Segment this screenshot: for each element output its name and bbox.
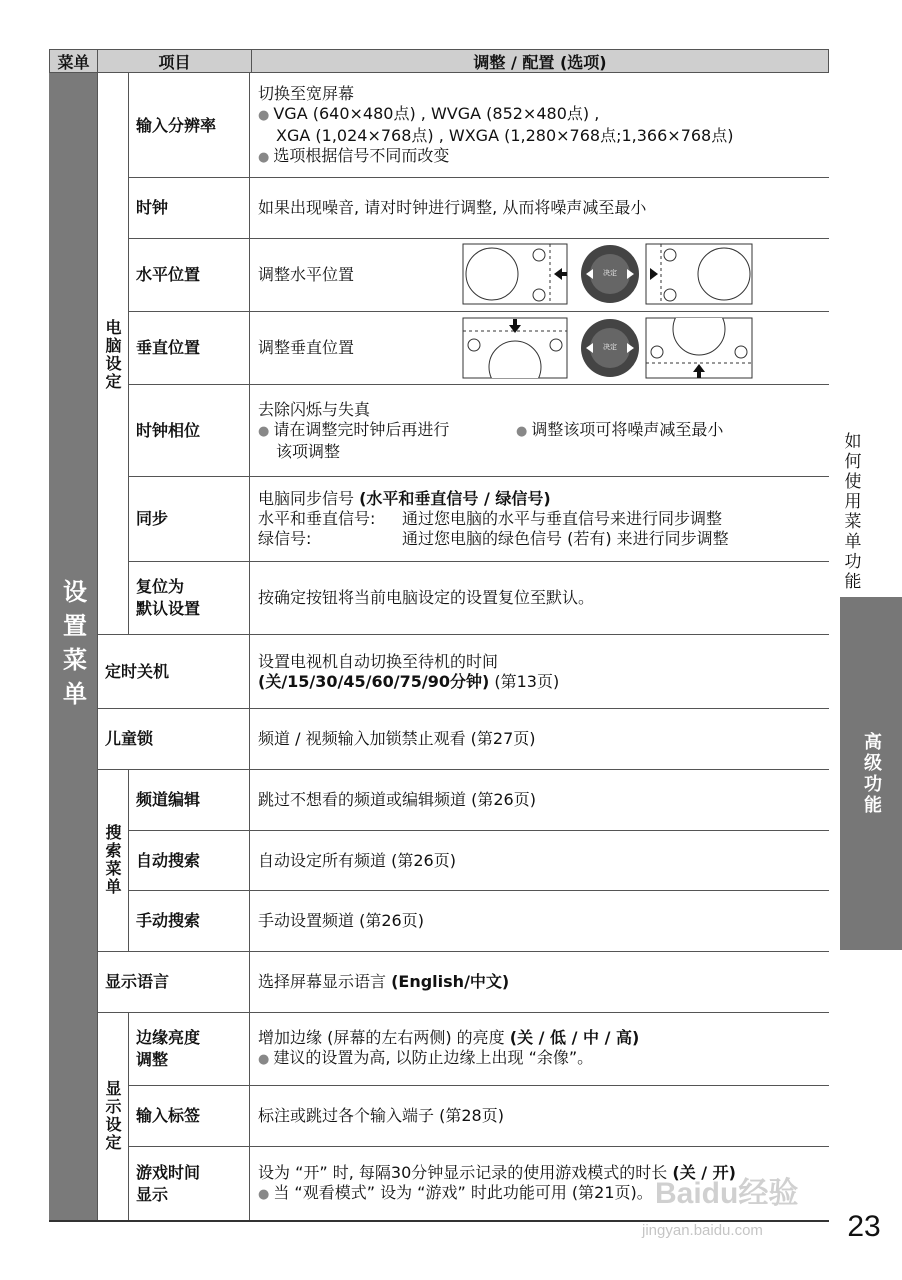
vpos-line1: 调整垂直位置 bbox=[258, 338, 355, 357]
sync-line3b: 通过您电脑的绿色信号 (若有) 来进行同步调整 bbox=[402, 529, 729, 548]
item-gametime bbox=[129, 1147, 249, 1220]
timer-line1: 设置电视机自动切换至待机的时间 bbox=[258, 651, 499, 671]
group-pc-label: 电脑设定 bbox=[103, 319, 122, 391]
sync-line2b: 通过您电脑的水平与垂直信号来进行同步调整 bbox=[402, 509, 723, 528]
desc-sync bbox=[250, 477, 829, 561]
desc-phase bbox=[250, 385, 829, 476]
resolution-line4: ● 选项根据信号不同而改变 bbox=[258, 146, 829, 168]
item-childlock: 儿童锁 bbox=[105, 729, 154, 748]
sync-line1b: (水平和垂直信号 / 绿信号) bbox=[359, 489, 551, 508]
reset-label1: 复位为 bbox=[136, 577, 185, 596]
main-menu-label bbox=[49, 73, 97, 1220]
clock-line1: 如果出现噪音, 请对时钟进行调整, 从而将噪声减至最小 bbox=[258, 198, 647, 217]
timer-line2a: (关/15/30/45/60/75/90分钟) bbox=[258, 671, 490, 691]
reset-line1: 按确定按钮将当前电脑设定的设置复位至默认。 bbox=[258, 588, 595, 607]
manualsearch-line1: 手动设置频道 (第26页) bbox=[258, 911, 424, 930]
desc-language bbox=[250, 952, 829, 1012]
desc-clock bbox=[250, 178, 829, 238]
desc-childlock bbox=[250, 709, 829, 769]
gametime-line2: ● 当 “观看模式” 设为 “游戏” 时此功能可用 (第21页)。 bbox=[258, 1183, 829, 1205]
side-howto-text: 如何使用菜单功能 bbox=[840, 432, 861, 592]
main-menu-text: 设置菜单 bbox=[58, 578, 87, 715]
phase-bullet2: ● 调整该项可将噪声减至最小 bbox=[516, 420, 723, 462]
sync-line3a: 绿信号: bbox=[258, 529, 312, 548]
desc-timer bbox=[250, 635, 829, 708]
desc-vpos bbox=[250, 312, 450, 384]
resolution-line2: ● VGA (640×480点) , WVGA (852×480点) , bbox=[258, 104, 829, 126]
header-menu: 菜单 bbox=[50, 50, 98, 72]
phase-line1: 去除闪烁与失真 bbox=[258, 399, 371, 419]
desc-inputlabel bbox=[250, 1086, 829, 1146]
sync-line1a: 电脑同步信号 bbox=[258, 489, 360, 508]
sidebright-label1: 边缘亮度 bbox=[136, 1028, 201, 1047]
watermark-url: jingyan.baidu.com bbox=[642, 1222, 763, 1239]
gametime-label2: 显示 bbox=[136, 1184, 169, 1204]
item-manualsearch: 手动搜索 bbox=[136, 911, 201, 930]
item-phase: 时钟相位 bbox=[136, 420, 201, 440]
resolution-line3: XGA (1,024×768点) , WXGA (1,280×768点;1,366×768点) bbox=[276, 125, 734, 145]
page-number: 23 bbox=[847, 1210, 881, 1243]
inputlabel-line1: 标注或跳过各个输入端子 (第28页) bbox=[258, 1106, 504, 1125]
item-reset bbox=[129, 562, 249, 634]
table-header bbox=[49, 49, 829, 73]
autosearch-line1: 自动设定所有频道 (第26页) bbox=[258, 850, 456, 870]
desc-resolution bbox=[250, 74, 829, 177]
group-search-label: 搜索菜单 bbox=[103, 824, 122, 896]
sidebright-line1b: (关 / 低 / 中 / 高) bbox=[509, 1028, 640, 1047]
side-advanced-tab bbox=[840, 597, 902, 950]
watermark-logo: Baidu经验 bbox=[655, 1177, 799, 1210]
resolution-line1: 切换至宽屏幕 bbox=[258, 83, 355, 103]
chedit-line1: 跳过不想看的频道或编辑频道 (第26页) bbox=[258, 790, 536, 809]
desc-hpos bbox=[250, 239, 450, 311]
language-line1a: 选择屏幕显示语言 bbox=[258, 972, 392, 991]
reset-label2: 默认设置 bbox=[136, 599, 201, 618]
gametime-line1a: 设为 “开” 时, 每隔30分钟显示记录的使用游戏模式的时长 bbox=[258, 1162, 673, 1182]
header-adjust: 调整 / 配置 (选项) bbox=[252, 50, 828, 72]
language-line1b: (English/中文) bbox=[391, 972, 510, 991]
item-language: 显示语言 bbox=[105, 972, 170, 991]
item-resolution: 输入分辨率 bbox=[136, 115, 217, 135]
desc-manualsearch bbox=[250, 891, 829, 951]
desc-autosearch bbox=[250, 831, 829, 890]
item-autosearch: 自动搜索 bbox=[136, 850, 201, 870]
header-item: 项目 bbox=[98, 50, 252, 72]
phase-bullet1b: 该项调整 bbox=[276, 441, 341, 461]
phase-bullet1a: ● 请在调整完时钟后再进行 bbox=[258, 420, 516, 442]
gametime-line1b: (关 / 开) bbox=[672, 1162, 736, 1182]
sidebright-label2: 调整 bbox=[136, 1050, 169, 1069]
desc-chedit bbox=[250, 770, 829, 830]
item-vpos: 垂直位置 bbox=[136, 338, 201, 357]
item-chedit: 频道编辑 bbox=[136, 790, 201, 809]
desc-reset bbox=[250, 562, 829, 634]
item-sync: 同步 bbox=[136, 509, 169, 528]
hpos-line1: 调整水平位置 bbox=[258, 265, 355, 284]
side-advanced-text: 高级功能 bbox=[861, 731, 882, 816]
sidebright-line1a: 增加边缘 (屏幕的左右两侧) 的亮度 bbox=[258, 1028, 510, 1047]
gametime-label1: 游戏时间 bbox=[136, 1162, 201, 1182]
childlock-line1: 频道 / 视频输入加锁禁止观看 (第27页) bbox=[258, 729, 536, 748]
sidebright-line2: ● 建议的设置为高, 以防止边缘上出现 “余像”。 bbox=[258, 1048, 829, 1070]
item-inputlabel: 输入标签 bbox=[136, 1106, 201, 1125]
item-hpos: 水平位置 bbox=[136, 265, 201, 284]
group-display-label: 显示设定 bbox=[103, 1080, 122, 1152]
hpos-knob-label: 决定 bbox=[603, 269, 617, 277]
item-sidebright bbox=[129, 1013, 249, 1085]
vpos-knob-label: 决定 bbox=[603, 343, 617, 351]
item-clock: 时钟 bbox=[136, 198, 169, 217]
sync-line2a: 水平和垂直信号: bbox=[258, 509, 376, 528]
item-timer: 定时关机 bbox=[105, 661, 170, 681]
desc-sidebright bbox=[250, 1013, 829, 1085]
timer-line2b: (第13页) bbox=[489, 671, 560, 691]
side-howto bbox=[840, 432, 862, 597]
